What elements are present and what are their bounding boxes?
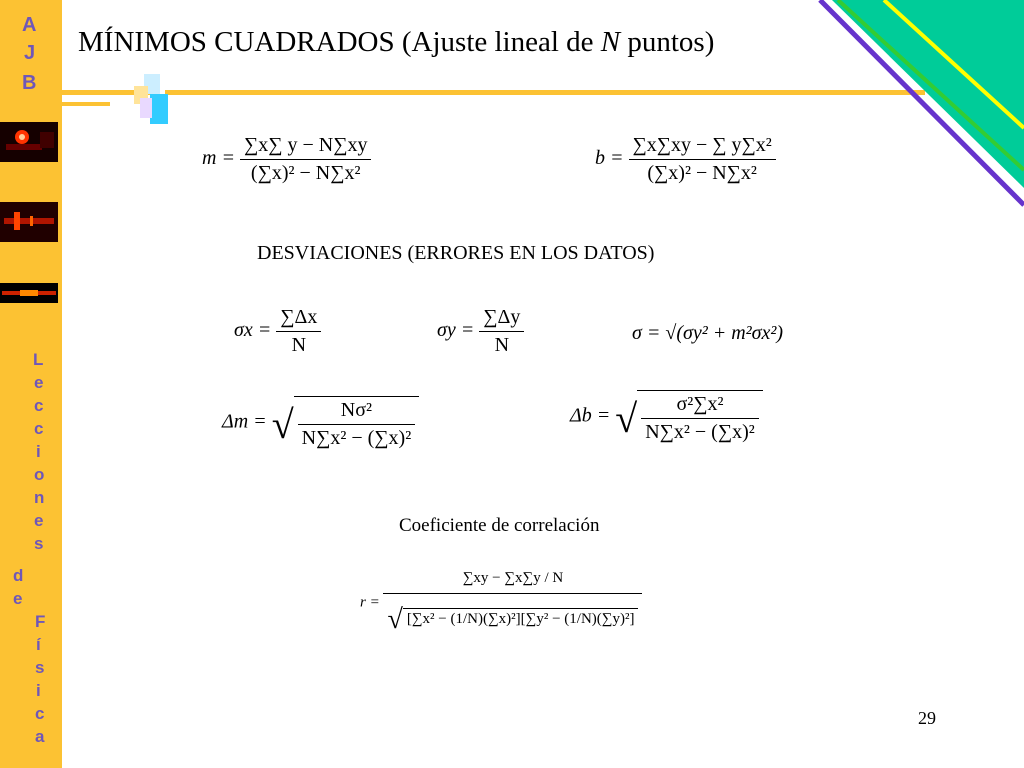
formula-b-fraction	[629, 134, 776, 185]
formula-sigma-x-fraction	[276, 306, 321, 357]
formula-r	[360, 570, 642, 636]
formula-delta-b-fraction	[641, 393, 759, 444]
formula-r-numerator: ∑xy − ∑x∑y / N	[383, 570, 642, 594]
title-main: MÍNIMOS CUADRADOS (Ajuste lineal de	[78, 26, 601, 58]
vertical-letter: n	[34, 488, 45, 507]
formula-delta-m-root: √ $\frac{\text{Nσ²}}{\text{N∑x² − (∑x)²}}$	[272, 396, 420, 450]
vertical-letter: c	[34, 396, 44, 415]
formula-sigma-y	[437, 306, 524, 357]
formula-delta-m-numerator: Nσ²	[298, 399, 416, 425]
formula-delta-b-root: √ $\frac{\text{σ²∑x²}}{\text{N∑x² − (∑x)²}}$	[615, 390, 763, 444]
formula-sigma-y-lhs: σy =	[437, 319, 475, 342]
correlation-heading: Coeficiente de correlación	[399, 515, 600, 536]
sidebar-image-3	[0, 283, 58, 303]
vertical-letter: d	[13, 566, 24, 585]
formula-delta-b-lhs: Δb =	[570, 404, 611, 427]
logo-squares	[132, 72, 172, 128]
vertical-letter: e	[13, 589, 23, 608]
formula-sigma-x-numerator: ∑Δx	[276, 306, 321, 332]
formula-r-lhs: r =	[360, 594, 380, 611]
sidebar-image-2	[0, 202, 58, 242]
formula-sigma-y-fraction	[479, 306, 524, 357]
section-heading: DESVIACIONES (ERRORES EN LOS DATOS)	[257, 242, 655, 264]
vertical-letter: o	[34, 465, 45, 484]
formula-sigma	[632, 322, 783, 345]
title-end: puntos)	[620, 26, 715, 58]
vertical-letter: c	[34, 419, 44, 438]
vertical-letter: í	[36, 635, 41, 654]
formula-r-denominator-text: [∑x² − (1/N)(∑x)²][∑y² − (1/N)(∑y)²]	[403, 608, 639, 628]
corner-decoration	[800, 0, 1024, 210]
formula-delta-b-numerator: σ²∑x²	[641, 393, 759, 419]
formula-b	[595, 134, 776, 185]
formula-m	[202, 134, 371, 185]
formula-delta-m	[222, 396, 419, 450]
formula-sigma-x-denominator: N	[291, 334, 307, 356]
sidebar	[0, 0, 62, 768]
vertical-letter: e	[34, 511, 44, 530]
vertical-letter: i	[36, 442, 41, 461]
vertical-letter: c	[35, 704, 45, 723]
spectrum-photo	[0, 283, 58, 303]
vertical-letter: L	[33, 350, 44, 369]
formula-sigma-y-denominator: N	[494, 334, 510, 356]
lab-photo-2	[0, 202, 58, 242]
formula-m-fraction	[240, 134, 372, 185]
formula-sigma-y-numerator: ∑Δy	[479, 306, 524, 332]
formula-m-numerator: ∑x∑ y − N∑xy	[240, 134, 372, 160]
formula-b-denominator: (∑x)² − N∑x²	[647, 162, 757, 184]
vertical-letter: F	[35, 612, 46, 631]
formula-b-lhs: b =	[595, 147, 624, 170]
formula-delta-m-lhs: Δm =	[222, 410, 267, 433]
formula-delta-m-fraction	[298, 399, 416, 450]
slide-title	[78, 26, 714, 59]
initial-b: B	[22, 72, 37, 94]
vertical-letter: i	[36, 681, 41, 700]
sidebar-image-1	[0, 122, 58, 162]
vertical-letter: a	[35, 727, 45, 746]
formula-sigma-text: σ = √(σy² + m²σx²)	[632, 322, 784, 344]
formula-m-denominator: (∑x)² − N∑x²	[250, 162, 361, 184]
formula-delta-m-denominator: N∑x² − (∑x)²	[301, 427, 412, 449]
formula-r-fraction	[383, 570, 642, 636]
initial-a: A	[22, 14, 37, 36]
formula-sigma-x-lhs: σx =	[234, 319, 272, 342]
initial-j: J	[24, 42, 36, 64]
page-number: 29	[918, 708, 936, 728]
title-variable: N	[600, 26, 621, 58]
formula-delta-b	[570, 390, 763, 444]
formula-r-denominator: √ [∑x² − (1/N)(∑x)²][∑y² − (1/N)(∑y)²]	[383, 594, 642, 636]
title-bar-left-small	[62, 102, 110, 106]
vertical-letter: s	[34, 534, 44, 553]
formula-m-lhs: m =	[202, 147, 235, 170]
formula-b-numerator: ∑x∑xy − ∑ y∑x²	[629, 134, 776, 160]
lab-photo-1	[0, 122, 58, 162]
vertical-letter: e	[34, 373, 44, 392]
formula-sigma-x	[234, 306, 321, 357]
vertical-letter: s	[35, 658, 45, 677]
formula-delta-b-denominator: N∑x² − (∑x)²	[645, 421, 755, 443]
